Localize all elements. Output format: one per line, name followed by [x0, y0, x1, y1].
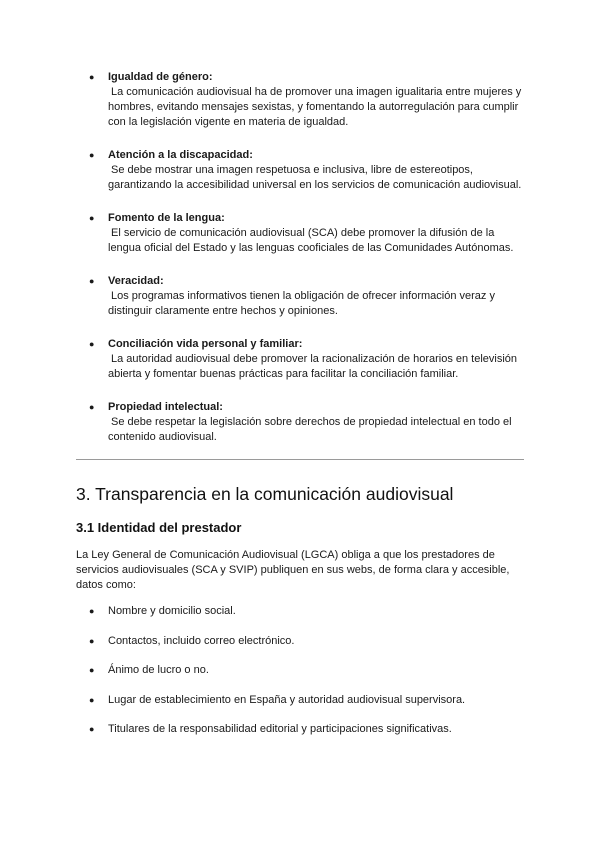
- principle-title: Fomento de la lengua:: [108, 212, 225, 224]
- principle-text: La comunicación audiovisual ha de promover una imagen igualitaria entre mujeres y hombres, evitando mensajes sexistas, y fomentando la autorregulación para cumplir con la legislación vigente en materia de igualdad.: [108, 86, 522, 128]
- list-item: [89, 722, 528, 752]
- bullet-icon: ●: [89, 694, 95, 705]
- bullet-icon: ●: [89, 72, 95, 82]
- bullet-icon: ●: [89, 213, 95, 223]
- section-heading: 3. Transparencia en la comunicación audiovisual: [76, 484, 454, 504]
- bullet-icon: ●: [89, 276, 95, 286]
- principle-item: [89, 274, 528, 319]
- principle-title: Atención a la discapacidad:: [108, 149, 253, 161]
- principle-title: Propiedad intelectual:: [108, 401, 223, 413]
- intro-paragraph: La Ley General de Comunicación Audiovisual (LGCA) obliga a que los prestadores de servicios audiovisuales (SCA y SVIP) publiquen en sus webs, de forma clara y accesible, datos como:: [76, 549, 510, 591]
- required-data-list: [0, 604, 600, 752]
- list-item-text: Contactos, incluido correo electrónico.: [108, 634, 295, 647]
- bullet-icon: ●: [89, 665, 95, 675]
- list-item: [89, 634, 528, 664]
- principles-list: [0, 70, 600, 463]
- principle-text: La autoridad audiovisual debe promover la racionalización de horarios en televisión abierta y fomentar buenas prácticas para facilitar la conciliación familiar.: [108, 353, 518, 380]
- horizontal-divider: [76, 459, 524, 460]
- principle-text: Los programas informativos tienen la obligación de ofrecer información veraz y distinguir claramente entre hechos y opiniones.: [108, 290, 495, 317]
- principle-item: [89, 70, 528, 130]
- list-item-text: Lugar de establecimiento en España y autoridad audiovisual supervisora.: [108, 693, 466, 706]
- subsection-heading: 3.1 Identidad del prestador: [76, 520, 242, 535]
- bullet-icon: ●: [89, 150, 95, 160]
- bullet-icon: ●: [89, 339, 95, 349]
- list-item-text: Nombre y domicilio social.: [108, 605, 236, 617]
- principle-item: [89, 400, 528, 445]
- principle-text: El servicio de comunicación audiovisual (SCA) debe promover la difusión de la lengua oficial del Estado y las lenguas cooficiales de las Comunidades Autónomas.: [108, 227, 514, 254]
- bullet-icon: ●: [89, 635, 95, 646]
- principle-text: Se debe respetar la legislación sobre derechos de propiedad intelectual en todo el contenido audiovisual.: [108, 416, 512, 443]
- principle-text: Se debe mostrar una imagen respetuosa e inclusiva, libre de estereotipos, garantizando la accesibilidad universal en los servicios de comunicación audiovisual.: [108, 164, 522, 191]
- list-item: [89, 604, 528, 634]
- bullet-icon: ●: [89, 402, 95, 412]
- list-item-text: Titulares de la responsabilidad editorial y participaciones significativas.: [108, 723, 452, 735]
- principle-title: Veracidad:: [108, 275, 164, 287]
- bullet-icon: ●: [89, 606, 95, 616]
- list-item: [89, 663, 528, 693]
- principle-title: Conciliación vida personal y familiar:: [108, 338, 303, 350]
- principle-title: Igualdad de género:: [108, 71, 213, 83]
- principle-item: [89, 148, 528, 193]
- principle-item: [89, 337, 528, 382]
- principle-item: [89, 211, 528, 256]
- list-item: [89, 693, 528, 723]
- list-item-text: Ánimo de lucro o no.: [108, 664, 209, 676]
- bullet-icon: ●: [89, 724, 95, 734]
